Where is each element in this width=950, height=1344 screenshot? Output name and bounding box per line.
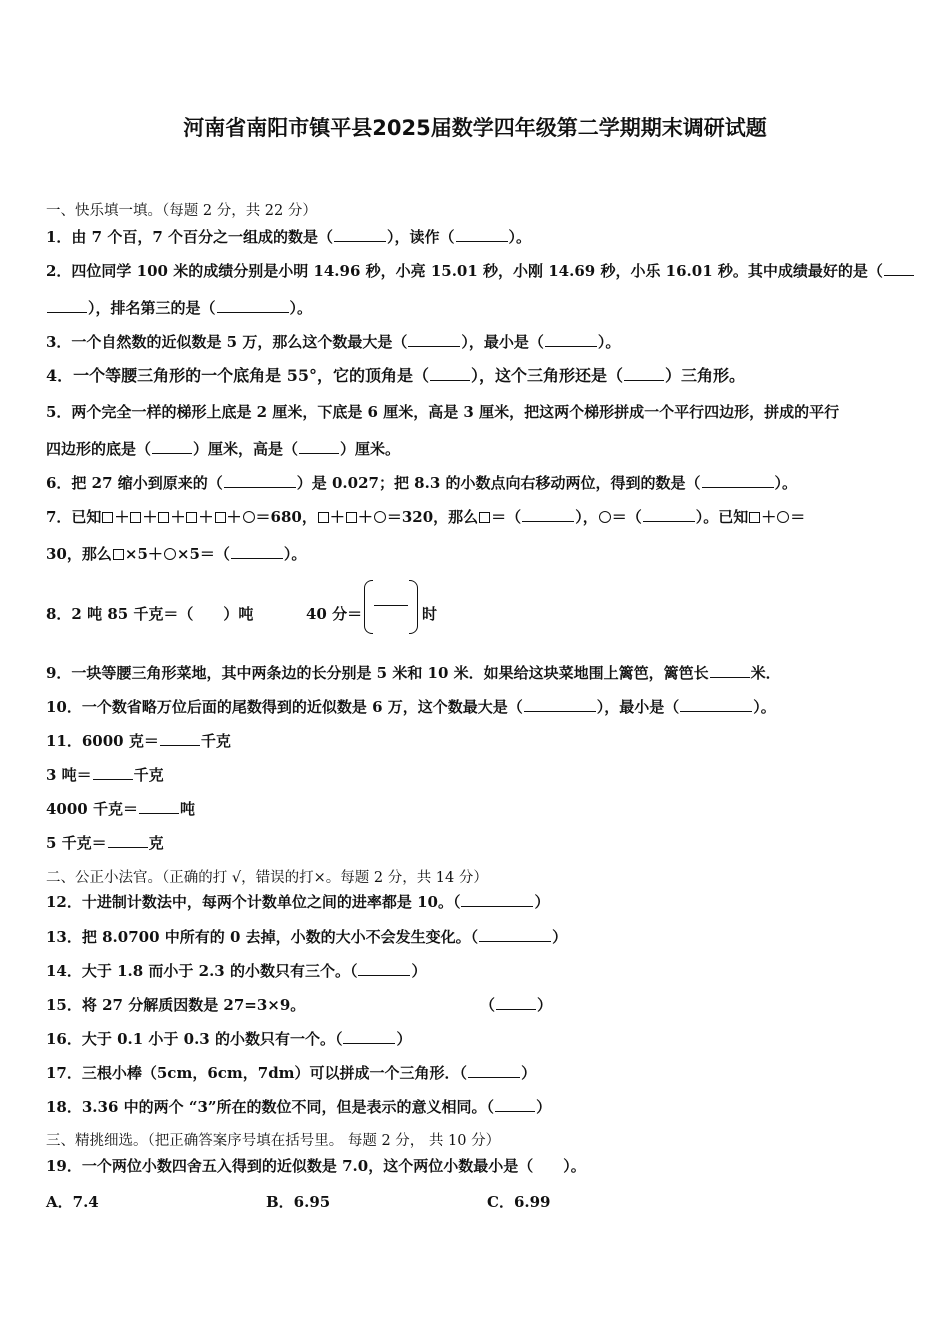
- q18-blank[interactable]: [495, 1097, 535, 1112]
- q2-text-c: ）。: [289, 299, 313, 317]
- q11-l1-unit: 千克: [200, 732, 231, 750]
- q3-text-a: 3．一个自然数的近似数是 5 万，那么这个数最大是（: [46, 333, 408, 351]
- left-paren: [364, 580, 373, 634]
- q2-text-a: 2．四位同学 100 米的成绩分别是小明 14.96 秒，小亮 15.01 秒，小刚 14.69 秒，小乐 16.01 秒。其中成绩最好的是（: [46, 262, 883, 280]
- q6-blank-2[interactable]: [702, 473, 774, 488]
- q11-blank-4[interactable]: [108, 833, 148, 848]
- q5-text-a: 5．两个完全一样的梯形上底是 2 厘米，下底是 6 厘米，高是 3 厘米，把这两个梯形拼成一个平行四边形，拼成的平行: [46, 403, 840, 421]
- q8-text-b: 40 分＝: [306, 605, 363, 623]
- q3-text-c: ）。: [597, 333, 621, 351]
- option-b[interactable]: B．6.95: [266, 1193, 331, 1211]
- q14-text: 14．大于 1.8 而小于 2.3 的小数只有三个。（: [46, 962, 358, 980]
- plus-sign: ＋: [329, 508, 345, 526]
- q5-blank-1[interactable]: [152, 439, 192, 454]
- square-symbol: [113, 549, 124, 560]
- q16-text: 16．大于 0.1 小于 0.3 的小数只有一个。（: [46, 1030, 343, 1048]
- q11-l1-text: 11．6000 克＝: [46, 732, 159, 750]
- right-paren: [409, 580, 418, 634]
- square-symbol: [102, 512, 113, 523]
- question-1: [46, 227, 531, 247]
- q11-l3-text: 4000 千克＝: [46, 800, 138, 818]
- q8-text-a: 8．2 吨 85 千克＝（ ）吨: [46, 605, 254, 623]
- q1-blank-1[interactable]: [334, 227, 386, 242]
- q1-text-c: ）。: [508, 228, 532, 246]
- q11-l3-unit: 吨: [179, 800, 195, 818]
- plus-sign: ＋: [357, 508, 373, 526]
- q5-text-b: 四边形的底是（: [46, 440, 152, 458]
- q4-blank-2[interactable]: [624, 366, 664, 381]
- square-symbol: [215, 512, 226, 523]
- q1-blank-2[interactable]: [456, 227, 508, 242]
- page-title: 河南省南阳市镇平县2025届数学四年级第二学期期末调研试题: [183, 116, 767, 140]
- q10-text-c: ）。: [753, 698, 776, 716]
- q3-blank-1[interactable]: [408, 332, 460, 347]
- question-2: [46, 261, 915, 281]
- q5-text-c: ）厘米，高是（: [193, 440, 299, 458]
- q11-blank-1[interactable]: [160, 731, 200, 746]
- question-10: [46, 697, 776, 717]
- question-17: [46, 1063, 536, 1083]
- q17-text: 17．三根小棒（5cm，6cm，7dm）可以拼成一个三角形．（: [46, 1064, 468, 1082]
- circle-symbol: [777, 511, 789, 523]
- question-9: [46, 663, 781, 683]
- option-c[interactable]: C．6.99: [487, 1193, 551, 1211]
- q13-close: ）: [552, 928, 568, 946]
- q12-blank[interactable]: [461, 892, 533, 907]
- q12-text: 12．十进制计数法中，每两个计数单位之间的进率都是 10。（: [46, 893, 461, 911]
- q7-close-1: ），: [575, 508, 598, 526]
- q17-close: ）: [521, 1064, 537, 1082]
- question-8: [46, 604, 253, 624]
- fraction-bar: [374, 605, 408, 606]
- square-symbol: [479, 512, 490, 523]
- q4-text-a: 4．一个等腰三角形的一个底角是 55°，它的顶角是（: [46, 366, 429, 385]
- q11-l4-text: 5 千克＝: [46, 834, 107, 852]
- q11-blank-2[interactable]: [93, 765, 133, 780]
- question-7: [46, 507, 805, 527]
- q1-text-b: ），读作（: [386, 228, 455, 246]
- question-16: [46, 1029, 411, 1049]
- question-3: [46, 332, 620, 352]
- q9-blank[interactable]: [710, 663, 750, 678]
- q2-blank-2[interactable]: [217, 298, 289, 313]
- q5-blank-2[interactable]: [299, 439, 339, 454]
- circle-symbol: [164, 548, 176, 560]
- q17-blank[interactable]: [468, 1063, 520, 1078]
- q7-blank-3[interactable]: [231, 544, 283, 559]
- q7-blank-2[interactable]: [643, 507, 695, 522]
- question-4: [46, 366, 745, 386]
- plus-sign: ＋: [142, 508, 158, 526]
- q10-text-b: ），最小是（: [596, 698, 680, 716]
- question-5: [46, 402, 839, 422]
- q16-close: ）: [396, 1030, 412, 1048]
- q8-text-c: 时: [422, 605, 438, 623]
- q15-blank[interactable]: [496, 995, 536, 1010]
- section-3-header: 三、精挑细选。（把正确答案序号填在括号里。 每题 2 分， 共 10 分）: [46, 1133, 501, 1149]
- square-symbol: [346, 512, 357, 523]
- q6-text-b: ）是 0.027；把 8.3 的小数点向右移动两位，得到的数是（: [296, 474, 701, 492]
- q7-eq-320: ＝320，那么: [386, 508, 479, 526]
- plus-sign: ＋: [226, 508, 242, 526]
- q7-eq-680: ＝680，: [255, 508, 317, 526]
- q7-line2-text: 30，那么: [46, 545, 112, 563]
- square-symbol: [318, 512, 329, 523]
- q7-close-2: ）。已知: [695, 508, 749, 526]
- section-2-header: 二、公正小法官。（正确的打 √，错误的打×。每题 2 分，共 14 分）: [46, 870, 488, 886]
- q7-eq: ＝（: [611, 508, 642, 526]
- q2-text-b: ），排名第三的是（: [88, 299, 216, 317]
- q13-text: 13．把 8.0700 中所有的 0 去掉，小数的大小不会发生变化。（: [46, 928, 479, 946]
- circle-symbol: [243, 511, 255, 523]
- q7-times-5-b: ×5＝（: [176, 545, 230, 563]
- plus-sign: ＋: [198, 508, 214, 526]
- question-11-line-1: [46, 731, 231, 751]
- question-13: [46, 927, 567, 947]
- question-18: [46, 1097, 551, 1117]
- q7-times-5-a: ×5＋: [124, 545, 163, 563]
- q11-l2-text: 3 吨＝: [46, 766, 92, 784]
- plus-sign: ＋: [761, 508, 777, 526]
- plus-sign: ＋: [170, 508, 186, 526]
- q14-blank[interactable]: [358, 961, 410, 976]
- question-12: [46, 892, 550, 912]
- q12-close: ）: [534, 893, 550, 911]
- q11-l4-unit: 克: [148, 834, 164, 852]
- circle-symbol: [599, 511, 611, 523]
- q15-text: 15．将 27 分解质因数是 27=3×9。: [46, 996, 306, 1014]
- q7-eq-end: ＝: [790, 508, 806, 526]
- q10-text-a: 10．一个数省略万位后面的尾数得到的近似数是 6 万，这个数最大是（: [46, 698, 523, 716]
- question-11-line-3: [46, 799, 195, 819]
- q16-blank[interactable]: [343, 1029, 395, 1044]
- square-symbol: [186, 512, 197, 523]
- option-a[interactable]: A．7.4: [46, 1193, 99, 1211]
- q15-close: ）: [537, 996, 553, 1014]
- q6-text-a: 6．把 27 缩小到原来的（: [46, 474, 223, 492]
- q10-blank-2[interactable]: [680, 697, 752, 712]
- q1-text-a: 1．由 7 个百，7 个百分之一组成的数是（: [46, 228, 333, 246]
- q4-text-b: ），这个三角形还是（: [470, 366, 623, 385]
- question-11-line-2: [46, 765, 164, 785]
- square-symbol: [130, 512, 141, 523]
- question-15-answer: [480, 995, 552, 1015]
- q11-l2-unit: 千克: [133, 766, 164, 784]
- q14-close: ）: [411, 962, 427, 980]
- q13-blank[interactable]: [479, 927, 551, 942]
- q9-text-b: 米．: [750, 664, 781, 682]
- q7-eq: ＝（: [491, 508, 522, 526]
- question-14: [46, 961, 426, 981]
- q10-blank-1[interactable]: [524, 697, 596, 712]
- section-1-header: 一、快乐填一填。（每题 2 分，共 22 分）: [46, 203, 317, 219]
- question-2-line-2: [46, 298, 312, 318]
- q4-blank-1[interactable]: [430, 366, 470, 381]
- q2-blank-1a[interactable]: [884, 261, 914, 276]
- square-symbol: [749, 512, 760, 523]
- question-11-line-4: [46, 833, 164, 853]
- circle-symbol: [374, 511, 386, 523]
- q7-line2-end: ）。: [283, 545, 307, 563]
- q6-blank-1[interactable]: [224, 473, 296, 488]
- q7-text-a: 7．已知: [46, 508, 102, 526]
- q5-text-d: ）厘米。: [340, 440, 401, 458]
- question-19: 19．一个两位小数四舍五入得到的近似数是 7.0，这个两位小数最小是（ ）。: [46, 1157, 586, 1175]
- question-6: [46, 473, 797, 493]
- q4-text-c: ）三角形。: [665, 366, 746, 385]
- q9-text-a: 9．一块等腰三角形菜地，其中两条边的长分别是 5 米和 10 米．如果给这块菜地围上篱笆，篱笆长: [46, 664, 709, 682]
- q18-close: ）: [536, 1098, 552, 1116]
- question-5-line-2: [46, 439, 400, 459]
- fraction-blank[interactable]: [364, 580, 418, 632]
- square-symbol: [158, 512, 169, 523]
- q15-open: （: [480, 996, 496, 1014]
- q7-blank-1[interactable]: [522, 507, 574, 522]
- q11-blank-3[interactable]: [139, 799, 179, 814]
- q6-text-c: ）。: [774, 474, 798, 492]
- question-7-line-2: [46, 544, 306, 564]
- q3-blank-2[interactable]: [545, 332, 597, 347]
- q3-text-b: ），最小是（: [461, 333, 544, 351]
- q2-blank-1b[interactable]: [47, 298, 87, 313]
- plus-sign: ＋: [114, 508, 130, 526]
- question-15: [46, 995, 305, 1015]
- q18-text: 18．3.36 中的两个 “3”所在的数位不同，但是表示的意义相同。（: [46, 1098, 495, 1116]
